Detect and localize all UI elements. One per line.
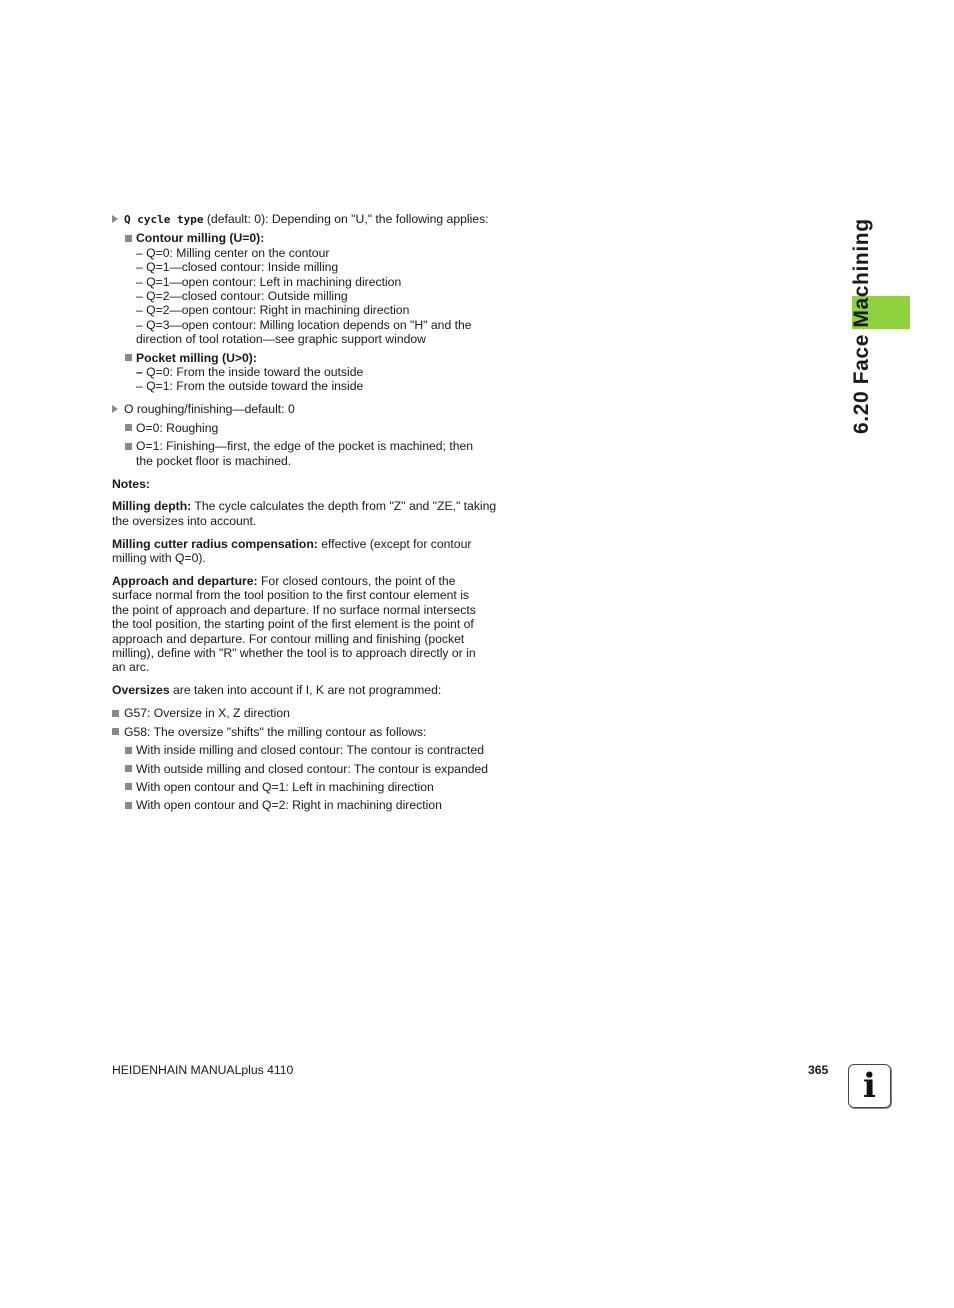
main-content [112, 212, 512, 813]
note-oversizes-label: Oversizes [112, 683, 170, 698]
oversize-g58 [112, 725, 512, 739]
contour-line: – Q=3—open contour: Milling location depends on "H" and the [136, 317, 472, 332]
pocket-heading-row [112, 351, 512, 365]
note-approach-text: For closed contours, the point of the [257, 574, 456, 589]
o-param-option-1-text: O=0: Roughing [136, 420, 219, 435]
section-side-title-text: 6.20 Face Machining [850, 218, 873, 434]
triangle-bullet-icon [112, 215, 118, 223]
contour-line: – Q=0: Milling center on the contour [136, 245, 330, 260]
o-param-option-2-cont: the pocket floor is machined. [136, 453, 292, 468]
oversize-sub-item-text: With inside milling and closed contour: The contour is contracted [136, 743, 484, 758]
contour-heading: Contour milling (U=0): [136, 231, 265, 246]
pocket-line-1-dash: – [136, 365, 143, 380]
contour-line: direction of tool rotation—see graphic support window [136, 332, 426, 347]
note-oversizes [112, 683, 512, 697]
oversize-g58-text: G58: The oversize "shifts" the milling contour as follows: [124, 724, 427, 739]
pocket-line-1 [112, 365, 512, 379]
note-radius-l2: milling with Q=0). [112, 551, 206, 566]
note-depth-l1 [112, 499, 512, 513]
note-approach-line: milling), define with "R" whether the tool is to approach directly or in [112, 646, 476, 661]
note-approach-line: the point of approach and departure. If no surface normal intersects [112, 602, 476, 617]
pocket-line-2: – Q=1: From the outside toward the inside [136, 379, 364, 394]
oversize-sub-item-text: With open contour and Q=2: Right in machining direction [136, 798, 442, 813]
note-depth-l2: the oversizes into account. [112, 513, 257, 528]
info-icon: i [848, 1064, 891, 1108]
note-depth-label: Milling depth: [112, 499, 192, 514]
note-radius-label: Milling cutter radius compensation: [112, 536, 318, 551]
oversize-g57 [112, 706, 512, 720]
note-approach-line: approach and departure. For contour milling and finishing (pocket [112, 631, 465, 646]
square-bullet-icon [125, 765, 132, 772]
oversize-sub-item [112, 743, 512, 757]
note-radius-text: effective (except for contour [317, 536, 472, 551]
note-approach-label: Approach and departure: [112, 574, 258, 589]
o-param-option-1 [112, 421, 512, 435]
notes-heading: Notes: [112, 476, 150, 491]
o-param-option-2 [112, 439, 512, 453]
note-approach-l1 [112, 574, 512, 588]
note-oversizes-text: are taken into account if I, K are not programmed: [169, 683, 442, 698]
square-bullet-icon [112, 710, 119, 717]
oversize-sub-item-text: With outside milling and closed contour: The contour is expanded [136, 761, 489, 776]
oversize-sub-item [112, 762, 512, 776]
square-bullet-icon [125, 235, 132, 242]
pocket-line-1-text: Q=0: From the inside toward the outside [142, 365, 364, 380]
contour-line: – Q=1—closed contour: Inside milling [136, 260, 339, 275]
o-param-row [112, 402, 512, 416]
o-param-text: O roughing/finishing—default: 0 [124, 402, 295, 417]
square-bullet-icon [125, 747, 132, 754]
q-param-desc: (default: 0): Depending on "U," the following applies: [203, 212, 489, 226]
note-approach-line: an arc. [112, 660, 150, 675]
oversize-g57-text: G57: Oversize in X, Z direction [124, 706, 290, 721]
contour-line: – Q=1—open contour: Left in machining direction [136, 274, 402, 289]
contour-line: – Q=2—open contour: Right in machining direction [136, 303, 410, 318]
contour-heading-row [112, 231, 512, 245]
note-approach-line: the tool position, the starting point of the first element is the point of [112, 617, 474, 632]
square-bullet-icon [125, 783, 132, 790]
square-bullet-icon [125, 443, 132, 450]
q-param-row [112, 212, 512, 227]
note-depth-text: The cycle calculates the depth from "Z" and "ZE," taking [191, 499, 497, 514]
note-approach-line: surface normal from the tool position to the first contour element is [112, 588, 469, 603]
pocket-heading: Pocket milling (U>0): [136, 350, 257, 365]
q-param-code: Q cycle type [124, 213, 204, 226]
contour-line: – Q=2—closed contour: Outside milling [136, 289, 348, 304]
footer-product-name: HEIDENHAIN MANUALplus 4110 [112, 1063, 294, 1077]
square-bullet-icon [125, 354, 132, 361]
oversize-sub-item-text: With open contour and Q=1: Left in machining direction [136, 779, 434, 794]
o-param-option-2-text: O=1: Finishing—first, the edge of the pocket is machined; then [136, 439, 474, 454]
oversize-sub-item [112, 780, 512, 794]
square-bullet-icon [125, 802, 132, 809]
square-bullet-icon [112, 728, 119, 735]
note-radius-l1 [112, 537, 512, 551]
page-number: 365 [808, 1063, 829, 1077]
triangle-bullet-icon [112, 405, 118, 413]
square-bullet-icon [125, 424, 132, 431]
oversize-sub-item [112, 798, 512, 812]
